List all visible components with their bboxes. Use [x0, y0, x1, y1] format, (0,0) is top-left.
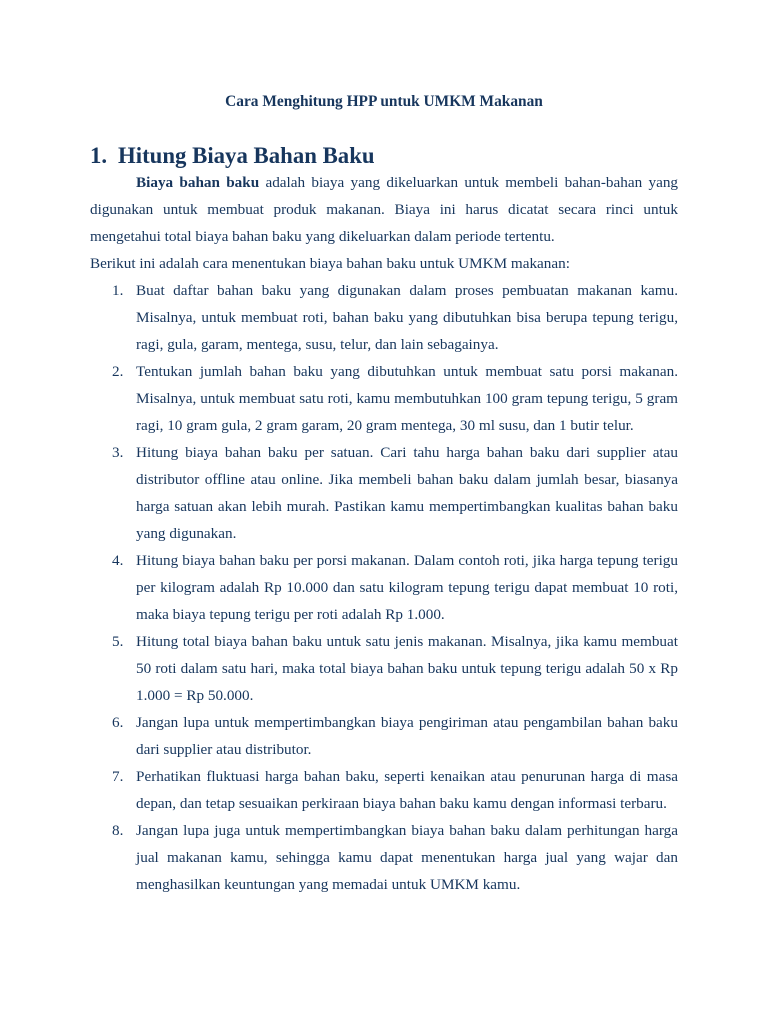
- intro-text: adalah biaya yang dikeluarkan untuk membeli bahan-bahan yang digunakan untuk membuat produk makanan. Biaya ini harus dicatat secara rinci untuk mengetahui total biaya bahan baku yang dikeluarkan dalam periode tertentu.: [90, 174, 679, 245]
- list-item-number: 5.: [112, 633, 124, 650]
- intro-paragraph: [90, 169, 678, 250]
- section-heading: [90, 143, 375, 168]
- list-item-text: Jangan lupa untuk mempertimbangkan biaya pengiriman atau pengambilan bahan baku dari supplier atau distributor.: [136, 714, 678, 758]
- list-item: [0, 277, 768, 358]
- steps-list: [0, 277, 768, 898]
- document-title: Cara Menghitung HPP untuk UMKM Makanan: [225, 93, 543, 110]
- list-item-text: Jangan lupa juga untuk mempertimbangkan biaya bahan baku dalam perhitungan harga jual makanan kamu, sehingga kamu dapat menentukan harga jual yang wajar dan menghasilkan keuntungan yang memadai untuk UMKM kamu.: [136, 822, 678, 893]
- list-item-text: Tentukan jumlah bahan baku yang dibutuhkan untuk membuat satu porsi makanan. Misalnya, untuk membuat satu roti, kamu membutuhkan 100 gram tepung terigu, 5 gram ragi, 10 gram gula, 2 gram garam, 20 gram mentega, 30 ml susu, dan 1 butir telur.: [136, 363, 678, 434]
- lead-sentence: Berikut ini adalah cara menentukan biaya bahan baku untuk UMKM makanan:: [90, 255, 570, 272]
- list-item: [0, 628, 768, 709]
- list-item: [0, 439, 768, 547]
- list-item-text: Hitung biaya bahan baku per satuan. Cari tahu harga bahan baku dari supplier atau distributor offline atau online. Jika membeli bahan baku dalam jumlah besar, biasanya harga satuan akan lebih murah. Pastikan kamu mempertimbangkan kualitas bahan baku yang digunakan.: [136, 444, 678, 542]
- list-item-number: 3.: [112, 444, 124, 461]
- list-item-number: 8.: [112, 822, 124, 839]
- list-item-text: Buat daftar bahan baku yang digunakan dalam proses pembuatan makanan kamu. Misalnya, untuk membuat roti, bahan baku yang dibutuhkan bisa berupa tepung terigu, ragi, gula, garam, mentega, susu, telur, dan lain sebagainya.: [136, 282, 678, 353]
- section-heading-text: Hitung Biaya Bahan Baku: [118, 143, 375, 168]
- section-number: 1.: [90, 143, 108, 168]
- list-item: [0, 709, 768, 763]
- intro-bold-term: Biaya bahan baku: [136, 174, 260, 191]
- list-item-text: Hitung biaya bahan baku per porsi makanan. Dalam contoh roti, jika harga tepung terigu per kilogram adalah Rp 10.000 dan satu kilogram tepung terigu dapat membuat 10 roti, maka biaya tepung terigu per roti adalah Rp 1.000.: [136, 552, 678, 623]
- list-item-number: 4.: [112, 552, 124, 569]
- list-item: [0, 763, 768, 817]
- list-item-text: Hitung total biaya bahan baku untuk satu jenis makanan. Misalnya, jika kamu membuat 50 roti dalam satu hari, maka total biaya bahan baku untuk tepung terigu adalah 50 x Rp 1.000 = Rp 50.000.: [136, 633, 678, 704]
- list-item: [0, 547, 768, 628]
- list-item-text: Perhatikan fluktuasi harga bahan baku, seperti kenaikan atau penurunan harga di masa depan, dan tetap sesuaikan perkiraan biaya bahan baku kamu dengan informasi terbaru.: [136, 768, 678, 812]
- list-item-number: 1.: [112, 282, 124, 299]
- list-item: [0, 817, 768, 898]
- list-item-number: 7.: [112, 768, 124, 785]
- list-item-number: 6.: [112, 714, 124, 731]
- list-item: [0, 358, 768, 439]
- list-item-number: 2.: [112, 363, 124, 380]
